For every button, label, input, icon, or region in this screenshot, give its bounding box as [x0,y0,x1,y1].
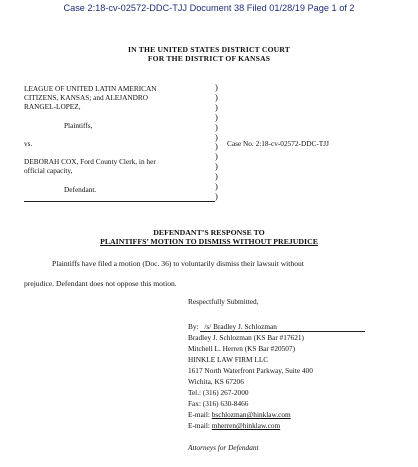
court-name-line2: FOR THE DISTRICT OF KANSAS [147,54,271,63]
body-paragraph-line2: prejudice. Defendant does not oppose this motion. [24,279,177,288]
plaintiff-name-line1: LEAGUE OF UNITED LATIN AMERICAN [24,84,157,93]
fax: Fax: (316) 630-8466 [188,399,249,408]
defendant-role: Defendant. [64,185,97,194]
plaintiff-name-line2: CITIZENS, KANSAS; and ALEJANDRO [24,93,149,102]
ecf-header: Case 2:18-cv-02572-DDC-TJJ Document 38 Filed 01/28/19 Page 1 of 2 [63,3,355,13]
email-line1 [188,410,291,419]
court-name-line1: IN THE UNITED STATES DISTRICT COURT [127,45,291,54]
defendant-name-line1: DEBORAH COX, Ford County Clerk, in her [24,157,156,166]
case-number: Case No. 2:18-cv-02572-DDC-TJJ [227,139,329,148]
attorneys-for: Attorneys for Defendant [188,443,259,452]
by-label: By: [188,322,199,331]
document-title-line1: DEFENDANT’S RESPONSE TO [153,228,265,237]
versus-label: vs. [24,139,33,148]
telephone: Tel.: (316) 267-2000 [188,388,249,397]
caption-bottom-rule [24,201,215,202]
document-title-line2: PLAINTIFFS’ MOTION TO DISMISS WITHOUT PREJUDICE [100,237,318,246]
electronic-signature: /s/ Bradley J. Schlozman [200,322,365,332]
plaintiff-role: Plaintiffs, [64,121,93,130]
attorney-line1: Bradley J. Schlozman (KS Bar #17621) [188,333,304,342]
email-link-1[interactable]: bschlozman@hinklaw.com [211,410,291,419]
email-label-1: E-mail: [188,410,210,419]
body-paragraph-line1: Plaintiffs have filed a motion (Doc. 36) to voluntarily dismiss their lawsuit without [52,259,304,268]
address-line1: 1617 North Waterfront Parkway, Suite 400 [188,366,313,375]
closing: Respectfully Submitted, [188,297,259,306]
email-label-2: E-mail: [188,421,210,430]
law-firm-name: HINKLE LAW FIRM LLC [188,355,269,364]
email-line2 [188,421,280,430]
defendant-name-line2: official capacity, [24,166,73,175]
attorney-line2: Mitchell L. Herren (KS Bar #20507) [188,344,295,353]
signature-line [188,322,365,332]
email-link-2[interactable]: mherren@hinklaw.com [211,421,281,430]
plaintiff-name-line3: RANGEL-LOPEZ, [24,102,81,111]
address-line2: Wichita, KS 67206 [188,377,244,386]
caption-parenthesis-divider: ) ) ) ) ) ) ) ) ) ) ) ) [215,82,218,201]
